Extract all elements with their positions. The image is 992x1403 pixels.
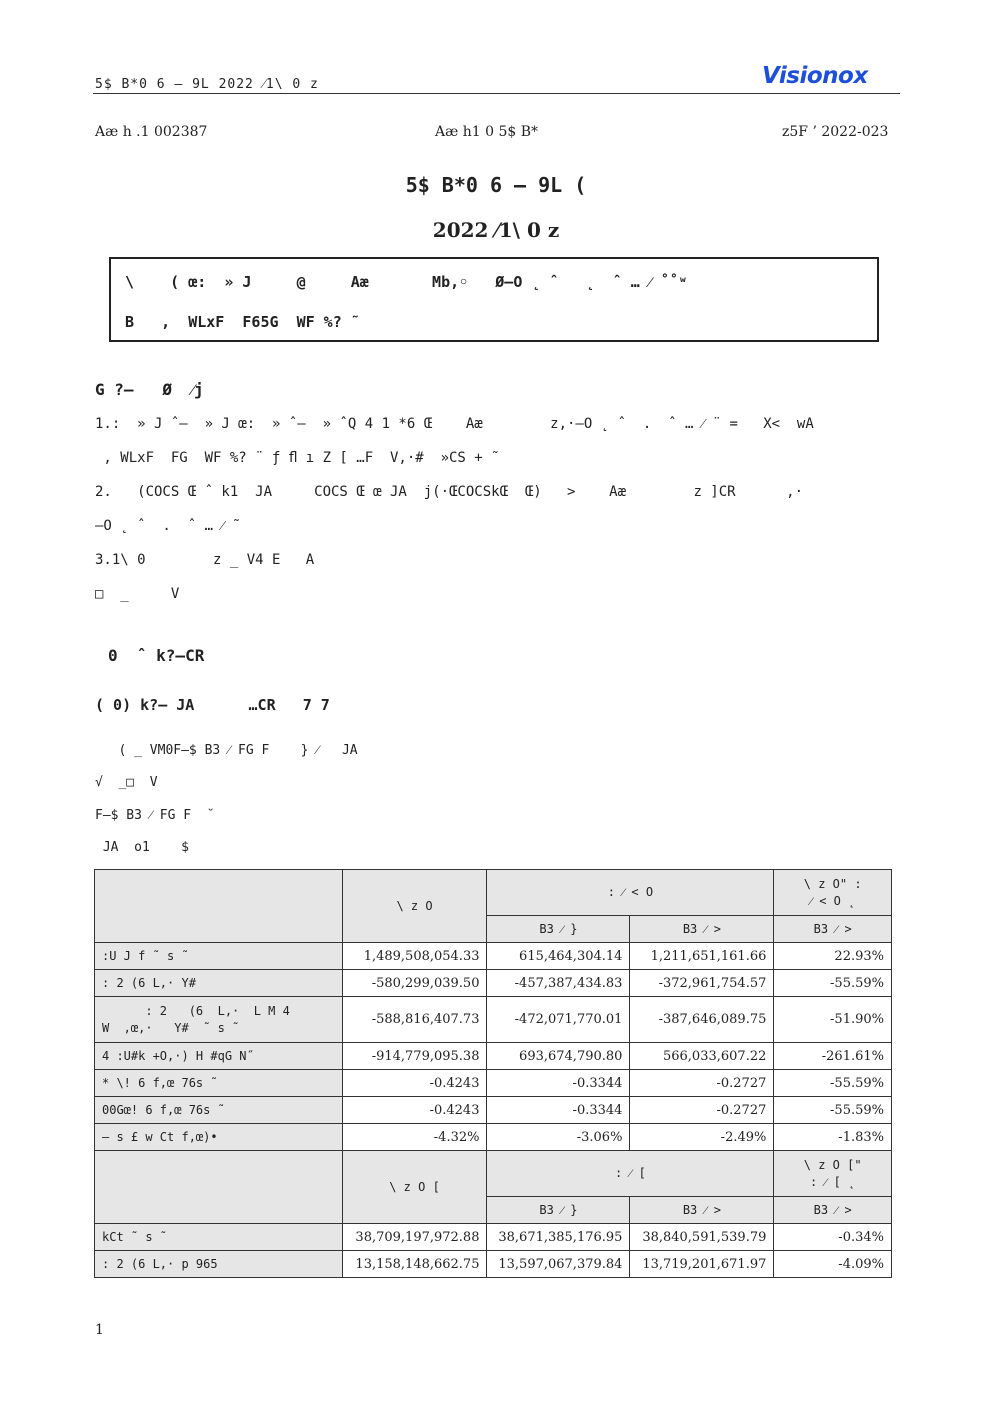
section-1-paragraph-3: 3.1\ 0 z _ V4 E A [95,552,315,568]
table-header-label-2 [95,1151,343,1224]
table-subheader-change-2: B3 ⁄ > [774,1197,892,1224]
notice-line-1: \ ( œ: » J @ Aæ Mb,◦ Ø–O ˛ ˆ ˛ ˆ … ⁄ ˚˚ʷ [125,273,688,291]
row-label: : 2 (6 L,· Y# [95,970,343,997]
cell-change: -4.09% [774,1251,892,1278]
section-2-line-1: ( _ VM0F–$ B3 ⁄ FG F } ⁄ JA [95,743,358,758]
cell-before: 13,597,067,379.84 [487,1251,630,1278]
table-subheader-after: B3 ⁄ > [630,916,774,943]
cell-after: 13,719,201,671.97 [630,1251,774,1278]
cell-current: -4.32% [342,1124,487,1151]
row-label: : 2 (6 L,· p 965 [95,1251,343,1278]
visionox-logo: Visionox [762,63,868,89]
table-row [95,1224,892,1251]
cell-change: -51.90% [774,997,892,1043]
section-1-paragraph-1b: , WLxF FG WF %? ¨ ƒ ﬂ ı Z [ …F V,·# »CS + ˜ [95,450,500,466]
table-subheader-after-2: B3 ⁄ > [630,1197,774,1224]
table-row [95,1124,892,1151]
cell-change: -55.59% [774,1070,892,1097]
cell-before: -472,071,770.01 [487,997,630,1043]
cell-after: 38,840,591,539.79 [630,1224,774,1251]
cell-change: -0.34% [774,1224,892,1251]
section-1-heading: G ?– Ø ⁄j [95,380,204,399]
table-row [95,1070,892,1097]
cell-after: -0.2727 [630,1070,774,1097]
cell-before: 615,464,304.14 [487,943,630,970]
cell-before: 38,671,385,176.95 [487,1224,630,1251]
financial-data-table [94,869,892,1278]
table-subheader-before-2: B3 ⁄ } [487,1197,630,1224]
row-label: :U J f ˜ s ˜ [95,943,343,970]
cell-after: -0.2727 [630,1097,774,1124]
cell-change: -261.61% [774,1043,892,1070]
table-header-change: \ z O" : ⁄ < O ˛ [774,870,892,916]
section-1-paragraph-4: □ _ V [95,586,180,602]
table-header-current-2: \ z O [ [342,1151,487,1224]
table-row [95,1097,892,1124]
cell-change: -1.83% [774,1124,892,1151]
announcement-number: z5F ’ 2022-023 [782,124,889,140]
stock-short-name: Aæ h1 0 5$ B* [435,124,539,140]
section-2-line-2: √ _□ V [95,775,158,790]
cell-before: -0.3344 [487,1070,630,1097]
cell-current: 38,709,197,972.88 [342,1224,487,1251]
cell-current: 1,489,508,054.33 [342,943,487,970]
row-label: * \! 6 f,œ 76s ˜ [95,1070,343,1097]
cell-current: -914,779,095.38 [342,1043,487,1070]
cell-change: -55.59% [774,970,892,997]
section-2-line-4: JA o1 $ [95,840,189,855]
section-1-paragraph-1a: 1.: » J ˆ– » J œ: » ˆ– » ˆQ 4 1 *6 Œ Aæ z,·–O ˛ ˆ . ˆ … ⁄ ¨ = X< wA [95,416,814,432]
table-subheader-before: B3 ⁄ } [487,916,630,943]
section-2-subheading: ( 0) k?– JA …CR 7 7 [95,696,330,714]
cell-current: -588,816,407.73 [342,997,487,1043]
table-row [95,997,892,1043]
cell-after: -372,961,754.57 [630,970,774,997]
cell-current: -580,299,039.50 [342,970,487,997]
notice-box [109,257,879,342]
stock-code: Aæ h .1 002387 [95,124,208,140]
row-label: 00Gœ! 6 f,œ 76s ˜ [95,1097,343,1124]
row-label: : 2 (6 L,· L M 4 W ,œ,· Y# ˜ s ˜ [95,997,343,1043]
cell-current: -0.4243 [342,1097,487,1124]
page-number: 1 [95,1322,104,1338]
cell-before: -0.3344 [487,1097,630,1124]
table-header-prior: : ⁄ < O [487,870,774,916]
table-header-current: \ z O [342,870,487,943]
table-row [95,1043,892,1070]
cell-after: 566,033,607.22 [630,1043,774,1070]
header-text: 5$ B*0 6 – 9L 2022 ⁄1\ 0 z [95,77,319,92]
table-row [95,943,892,970]
table-header-change-2: \ z O [" : ⁄ [ ˛ [774,1151,892,1197]
cell-before: -3.06% [487,1124,630,1151]
table-header-label [95,870,343,943]
row-label: 4 :U#k +O,·) H #qG N˝ [95,1043,343,1070]
table-row [95,1251,892,1278]
cell-after: -2.49% [630,1124,774,1151]
cell-current: 13,158,148,662.75 [342,1251,487,1278]
cell-before: 693,674,790.80 [487,1043,630,1070]
page-subtitle: 2022 ⁄1\ 0 z [432,218,560,242]
table-header-prior-2: : ⁄ [ [487,1151,774,1197]
header-rule [93,93,900,94]
section-2-heading: 0 ˆ k?–CR [108,646,205,665]
section-1-paragraph-2a: 2. (COCS Œ ˆ k1 JA COCS Œ œ JA j(·ŒCOCSkŒ Œ) > Aæ z ]CR ,· [95,484,804,500]
cell-change: 22.93% [774,943,892,970]
table-row [95,970,892,997]
cell-before: -457,387,434.83 [487,970,630,997]
row-label: – s £ w Ct f,œ)• [95,1124,343,1151]
page-title: 5$ B*0 6 – 9L ( [405,173,587,197]
cell-after: 1,211,651,161.66 [630,943,774,970]
table-subheader-change: B3 ⁄ > [774,916,892,943]
cell-after: -387,646,089.75 [630,997,774,1043]
section-2-line-3: F–$ B3 ⁄ FG F ˘ [95,808,215,823]
cell-change: -55.59% [774,1097,892,1124]
section-1-paragraph-2b: –O ˛ ˆ . ˆ … ⁄ ˜ [95,518,241,534]
cell-current: -0.4243 [342,1070,487,1097]
notice-line-2: B , WLxF F65G WF %? ˜ [125,313,360,331]
row-label: kCt ˜ s ˜ [95,1224,343,1251]
